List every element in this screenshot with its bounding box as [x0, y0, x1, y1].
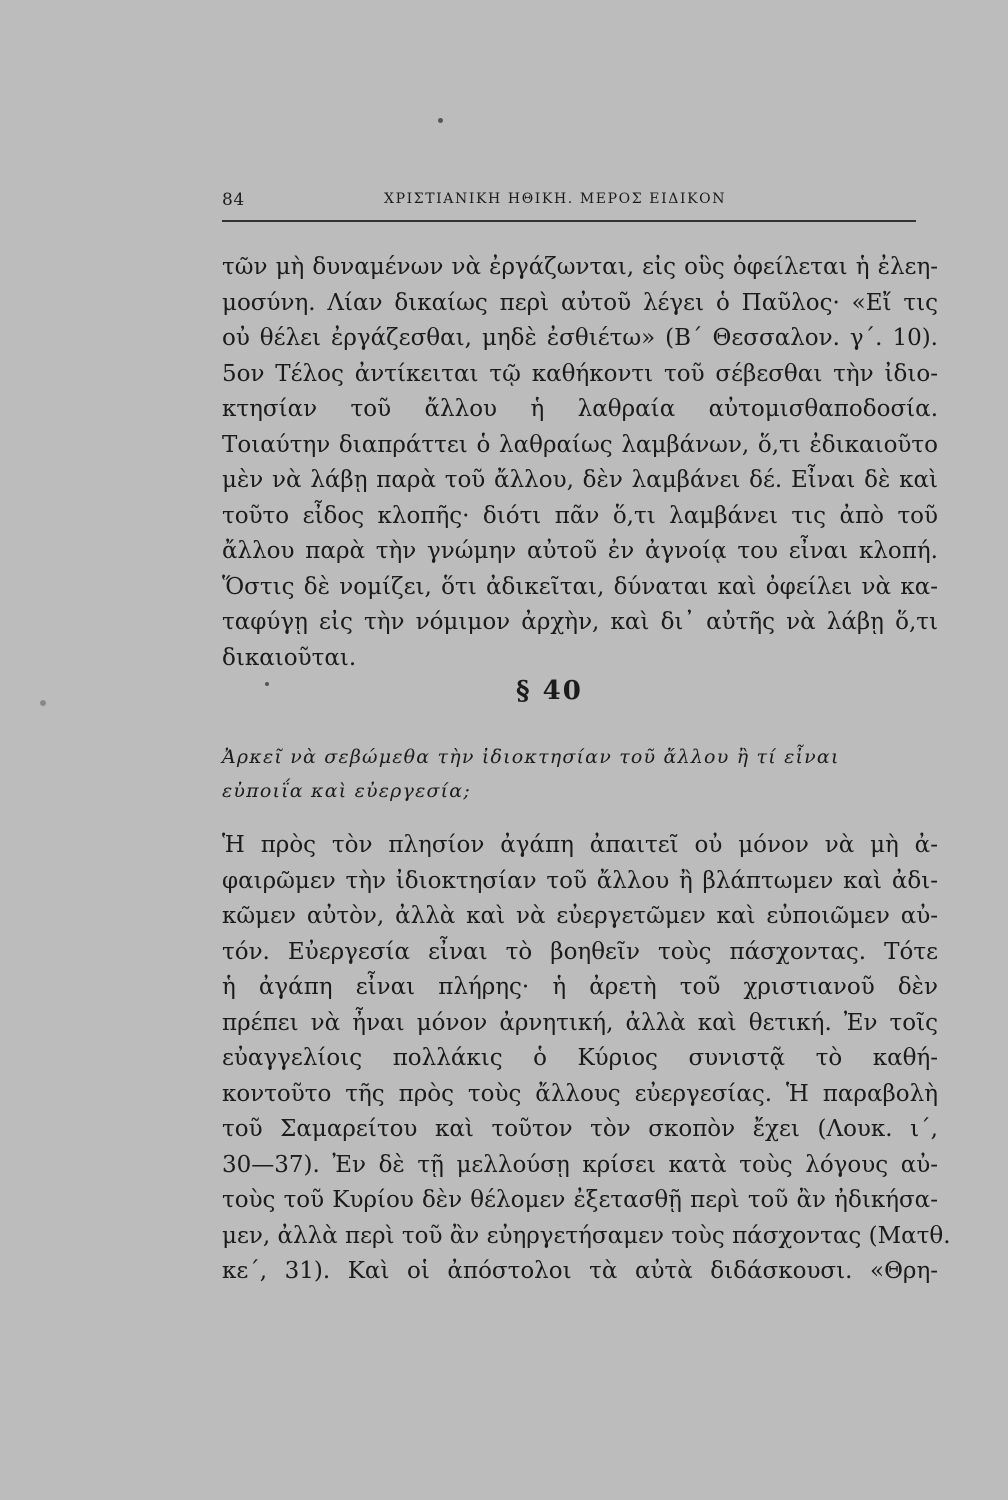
text-line: 30—37). Ἐν δὲ τῇ μελλούσῃ κρίσει κατὰ τοὺς λόγους αὐ- [222, 1151, 938, 1178]
text-line: εὐαγγελίοις πολλάκις ὁ Κύριος συνιστᾷ τὸ καθή- [222, 1045, 938, 1071]
text-line: μεν, ἀλλὰ περὶ τοῦ ἂν εὐηργετήσαμεν τοὺς πάσχοντας (Ματθ. [222, 1222, 951, 1249]
text-line: τοῦτο εἶδος κλοπῆς· διότι πᾶν ὅ,τι λαμβάνει τις ἀπὸ τοῦ [222, 502, 938, 529]
paragraph-1 [222, 250, 938, 676]
page-number: 84 [222, 190, 245, 210]
text-line: δικαιοῦται. [222, 644, 357, 671]
text-line: κε΄, 31). Καὶ οἱ ἀπόστολοι τὰ αὐτὰ διδάσκουσι. «Θρη- [222, 1258, 938, 1284]
section-number: § 40 [516, 676, 583, 706]
text-line: τῶν μὴ δυναμένων νὰ ἐργάζωνται, εἰς οὓς ὀφείλεται ἡ ἐλεη- [222, 254, 938, 280]
text-line: ταφύγῃ εἰς τὴν νόμιμον ἀρχὴν, καὶ δι᾽ αὐτῆς νὰ λάβῃ ὅ,τι [222, 609, 938, 635]
section-question [222, 740, 938, 808]
text-line: κοντοῦτο τῆς πρὸς τοὺς ἄλλους εὐεργεσίας. Ἡ παραβολὴ [222, 1080, 938, 1107]
page-header [222, 190, 916, 222]
question-line: εὐποιΐα καὶ εὐεργεσία; [222, 780, 471, 802]
running-title: ΧΡΙΣΤΙΑΝΙΚΗ ΗΘΙΚΗ. ΜΕΡΟΣ ΕΙΔΙΚΟΝ [384, 191, 727, 207]
text-line: πρέπει νὰ ἦναι μόνον ἀρνητική, ἀλλὰ καὶ θετική. Ἐν τοῖς [222, 1009, 938, 1036]
text-line: κῶμεν αὐτὸν, ἀλλὰ καὶ νὰ εὐεργετῶμεν καὶ εὐποιῶμεν αὐ- [222, 903, 938, 929]
text-line: κτησίαν τοῦ ἄλλου ἡ λαθραία αὐτομισθαποδοσία. [222, 396, 938, 422]
text-line: μὲν νὰ λάβῃ παρὰ τοῦ ἄλλου, δὲν λαμβάνει δέ. Εἶναι δὲ καὶ [222, 467, 938, 493]
text-line: Ὅστις δὲ νομίζει, ὅτι ἀδικεῖται, δύναται καὶ ὀφείλει νὰ κα- [222, 573, 938, 600]
text-line: τόν. Εὐεργεσία εἶναι τὸ βοηθεῖν τοὺς πάσχοντας. Τότε [222, 938, 938, 965]
text-line: ἄλλου παρὰ τὴν γνώμην αὐτοῦ ἐν ἀγνοίᾳ του εἶναι κλοπή. [222, 538, 938, 564]
text-line: Ἡ πρὸς τὸν πλησίον ἀγάπη ἀπαιτεῖ οὐ μόνον νὰ μὴ ἀ- [222, 832, 938, 858]
text-line: τοὺς τοῦ Κυρίου δὲν θέλομεν ἐξετασθῇ περὶ τοῦ ἂν ἠδικήσα- [222, 1187, 938, 1213]
paper-speck [438, 118, 443, 123]
text-line: φαιρῶμεν τὴν ἰδιοκτησίαν τοῦ ἄλλου ἢ βλάπτωμεν καὶ ἀδι- [222, 867, 938, 894]
text-line: μοσύνη. Λίαν δικαίως περὶ αὐτοῦ λέγει ὁ Παῦλος· «Εἴ τις [222, 289, 938, 316]
text-line: Τοιαύτην διαπράττει ὁ λαθραίως λαμβάνων, ὅ,τι ἐδικαιοῦτο [222, 431, 938, 458]
question-line: Ἀρκεῖ νὰ σεβώμεθα τὴν ἰδιοκτησίαν τοῦ ἄλλου ἢ τί εἶναι [222, 746, 840, 768]
text-line: 5ον Τέλος ἀντίκειται τῷ καθήκοντι τοῦ σέβεσθαι τὴν ἰδιο- [222, 360, 938, 387]
paper-speck [40, 700, 46, 706]
text-line: τοῦ Σαμαρείτου καὶ τοῦτον τὸν σκοπὸν ἔχει (Λουκ. ι΄, [222, 1116, 938, 1142]
text-line: οὐ θέλει ἐργάζεσθαι, μηδὲ ἐσθιέτω» (Β΄ Θεσσαλον. γ΄. 10). [222, 325, 938, 351]
text-line: ἡ ἀγάπη εἶναι πλήρης· ἡ ἀρετὴ τοῦ χριστιανοῦ δὲν [222, 974, 938, 1000]
paragraph-2 [222, 828, 951, 1290]
paper-speck [265, 682, 269, 686]
